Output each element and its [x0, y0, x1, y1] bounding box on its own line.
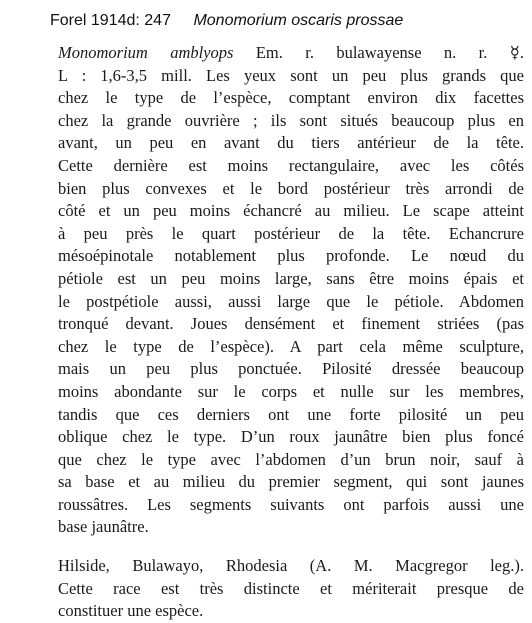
paragraph-gap	[58, 539, 524, 555]
text-line	[58, 42, 524, 65]
citation-reference: Forel 1914d: 247	[50, 12, 171, 29]
text-line: chez le type de l’espèce). A part cela même sculpture,	[58, 336, 524, 356]
locality-paragraph	[58, 555, 524, 623]
scanned-text-block	[58, 42, 524, 623]
text-line: côté et un peu moins échancré au milieu. Le scape atteint	[58, 201, 524, 221]
text-line: mésoépinotale notablement plus profonde. Le nœud du	[58, 246, 524, 266]
species-title: Monomorium oscaris prossae	[193, 12, 404, 29]
text-line: roussâtres. Les segments suivants ont parfois aussi une	[58, 494, 524, 514]
text-line: sa base et au milieu du premier segment, qui sont jaunes	[58, 472, 524, 492]
text-line: que chez le type avec l’abdomen d’un brun noir, sauf à	[58, 449, 524, 469]
text-line: bien plus convexes et le bord postérieur très arrondi de	[58, 178, 524, 198]
text-line: Cette dernière est moins rectangulaire, avec les côtés	[58, 155, 524, 175]
page-header	[50, 9, 520, 33]
text-line: L : 1,6-3,5 mill. Les yeux sont un peu plus grands que	[58, 65, 524, 85]
text-line: avant, un peu en avant du tiers antérieur de la tête.	[58, 133, 524, 153]
text-line: tronqué devant. Joues densément et finement striées (pas	[58, 314, 524, 334]
text-line: chez le type de l’espèce, comptant environ dix facettes	[58, 88, 524, 108]
text-line: pétiole est un peu moins large, sans être moins épais et	[58, 268, 524, 288]
text-line: oblique chez le type. D’un roux jaunâtre bien plus foncé	[58, 427, 524, 447]
text-line: moins abondante sur le corps et nulle sur les membres,	[58, 381, 524, 401]
text-line: Cette race est très distincte et mériterait presque de	[58, 578, 524, 598]
taxon-name: Monomorium amblyops	[58, 43, 234, 62]
text-line: Hilside, Bulawayo, Rhodesia (A. M. Macgregor leg.).	[58, 556, 524, 576]
text-line: tandis que ces derniers ont une forte pilosité un peu	[58, 404, 524, 424]
text-line: mais un peu plus ponctuée. Pilosité dressée beaucoup	[58, 359, 524, 379]
taxon-rank: Em. r. bulawayense n. r. ☿.	[233, 43, 524, 62]
text-line: base jaunâtre.	[58, 517, 149, 537]
text-line: chez la grande ouvrière ; ils sont situés beaucoup plus en	[58, 110, 524, 130]
text-line: à peu près le quart postérieur de la tête. Echancrure	[58, 223, 524, 243]
text-line: le postpétiole aussi, aussi large que le pétiole. Abdomen	[58, 291, 524, 311]
text-line: constituer une espèce.	[58, 601, 204, 621]
